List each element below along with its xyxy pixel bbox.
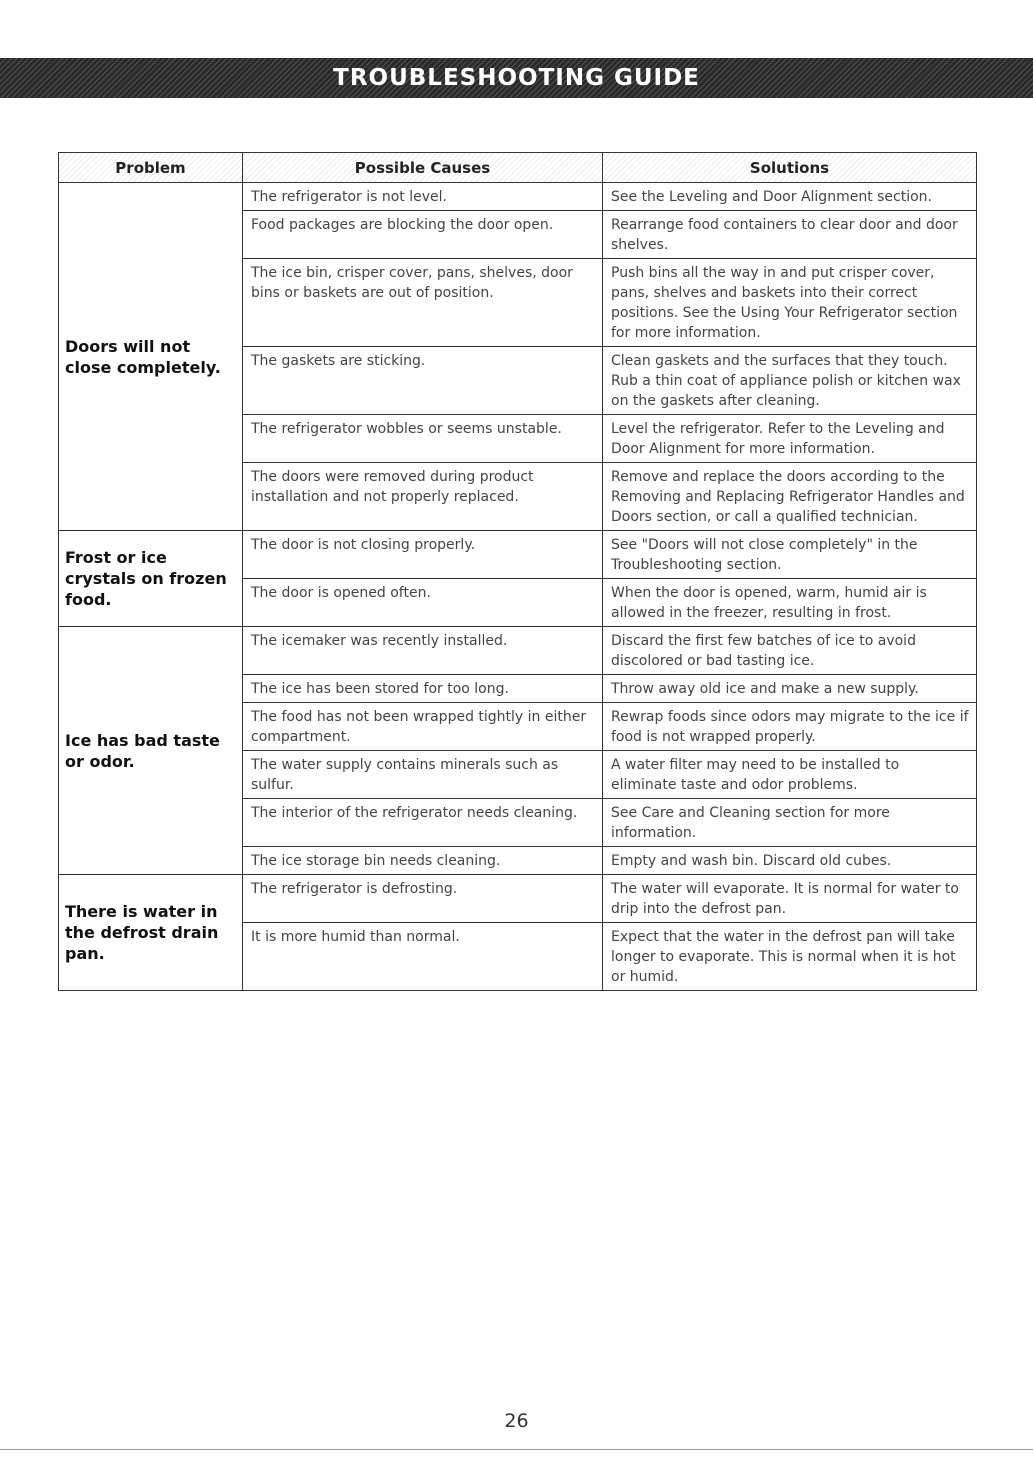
table-row [59, 875, 977, 923]
cause-cell: The refrigerator is defrosting. [243, 875, 603, 923]
cause-cell: The door is not closing properly. [243, 531, 603, 579]
solution-cell: Throw away old ice and make a new supply. [603, 675, 977, 703]
column-header-problem: Problem [59, 153, 243, 183]
column-header-solutions: Solutions [603, 153, 977, 183]
problem-cell: Doors will not close completely. [59, 183, 243, 531]
solution-cell: Expect that the water in the defrost pan will take longer to evaporate. This is normal when it is hot or humid. [603, 923, 977, 991]
table-row [59, 531, 977, 579]
solution-cell: Remove and replace the doors according to the Removing and Replacing Refrigerator Handles and Doors section, or call a qualified technician. [603, 463, 977, 531]
solution-cell: The water will evaporate. It is normal for water to drip into the defrost pan. [603, 875, 977, 923]
cause-cell: The gaskets are sticking. [243, 347, 603, 415]
table-row [59, 183, 977, 211]
solution-cell: Rewrap foods since odors may migrate to the ice if food is not wrapped properly. [603, 703, 977, 751]
solution-cell: Discard the first few batches of ice to avoid discolored or bad tasting ice. [603, 627, 977, 675]
column-header-causes: Possible Causes [243, 153, 603, 183]
solution-cell: See Care and Cleaning section for more information. [603, 799, 977, 847]
solution-cell: Rearrange food containers to clear door and door shelves. [603, 211, 977, 259]
solution-cell: When the door is opened, warm, humid air is allowed in the freezer, resulting in frost. [603, 579, 977, 627]
solution-cell: See the Leveling and Door Alignment section. [603, 183, 977, 211]
table-row [59, 627, 977, 675]
cause-cell: Food packages are blocking the door open. [243, 211, 603, 259]
cause-cell: The refrigerator wobbles or seems unstable. [243, 415, 603, 463]
page-title: TROUBLESHOOTING GUIDE [333, 65, 700, 91]
header-banner [0, 58, 1033, 98]
cause-cell: The ice has been stored for too long. [243, 675, 603, 703]
solution-cell: A water filter may need to be installed to eliminate taste and odor problems. [603, 751, 977, 799]
problem-cell: There is water in the defrost drain pan. [59, 875, 243, 991]
solution-cell: Level the refrigerator. Refer to the Leveling and Door Alignment for more information. [603, 415, 977, 463]
page-number: 26 [504, 1410, 529, 1432]
solution-cell: Clean gaskets and the surfaces that they touch. Rub a thin coat of appliance polish or kitchen wax on the gaskets after cleaning. [603, 347, 977, 415]
cause-cell: The door is opened often. [243, 579, 603, 627]
solution-cell: See "Doors will not close completely" in the Troubleshooting section. [603, 531, 977, 579]
footer-rule [0, 1449, 1033, 1450]
cause-cell: It is more humid than normal. [243, 923, 603, 991]
solution-cell: Empty and wash bin. Discard old cubes. [603, 847, 977, 875]
cause-cell: The icemaker was recently installed. [243, 627, 603, 675]
cause-cell: The interior of the refrigerator needs cleaning. [243, 799, 603, 847]
solution-cell: Push bins all the way in and put crisper cover, pans, shelves and baskets into their correct positions. See the Using Your Refrigerator section for more information. [603, 259, 977, 347]
problem-cell: Frost or ice crystals on frozen food. [59, 531, 243, 627]
cause-cell: The water supply contains minerals such as sulfur. [243, 751, 603, 799]
problem-cell: Ice has bad taste or odor. [59, 627, 243, 875]
table-header-row [59, 153, 977, 183]
cause-cell: The food has not been wrapped tightly in either compartment. [243, 703, 603, 751]
cause-cell: The refrigerator is not level. [243, 183, 603, 211]
cause-cell: The doors were removed during product installation and not properly replaced. [243, 463, 603, 531]
cause-cell: The ice bin, crisper cover, pans, shelves, door bins or baskets are out of position. [243, 259, 603, 347]
troubleshooting-table [58, 152, 977, 991]
cause-cell: The ice storage bin needs cleaning. [243, 847, 603, 875]
